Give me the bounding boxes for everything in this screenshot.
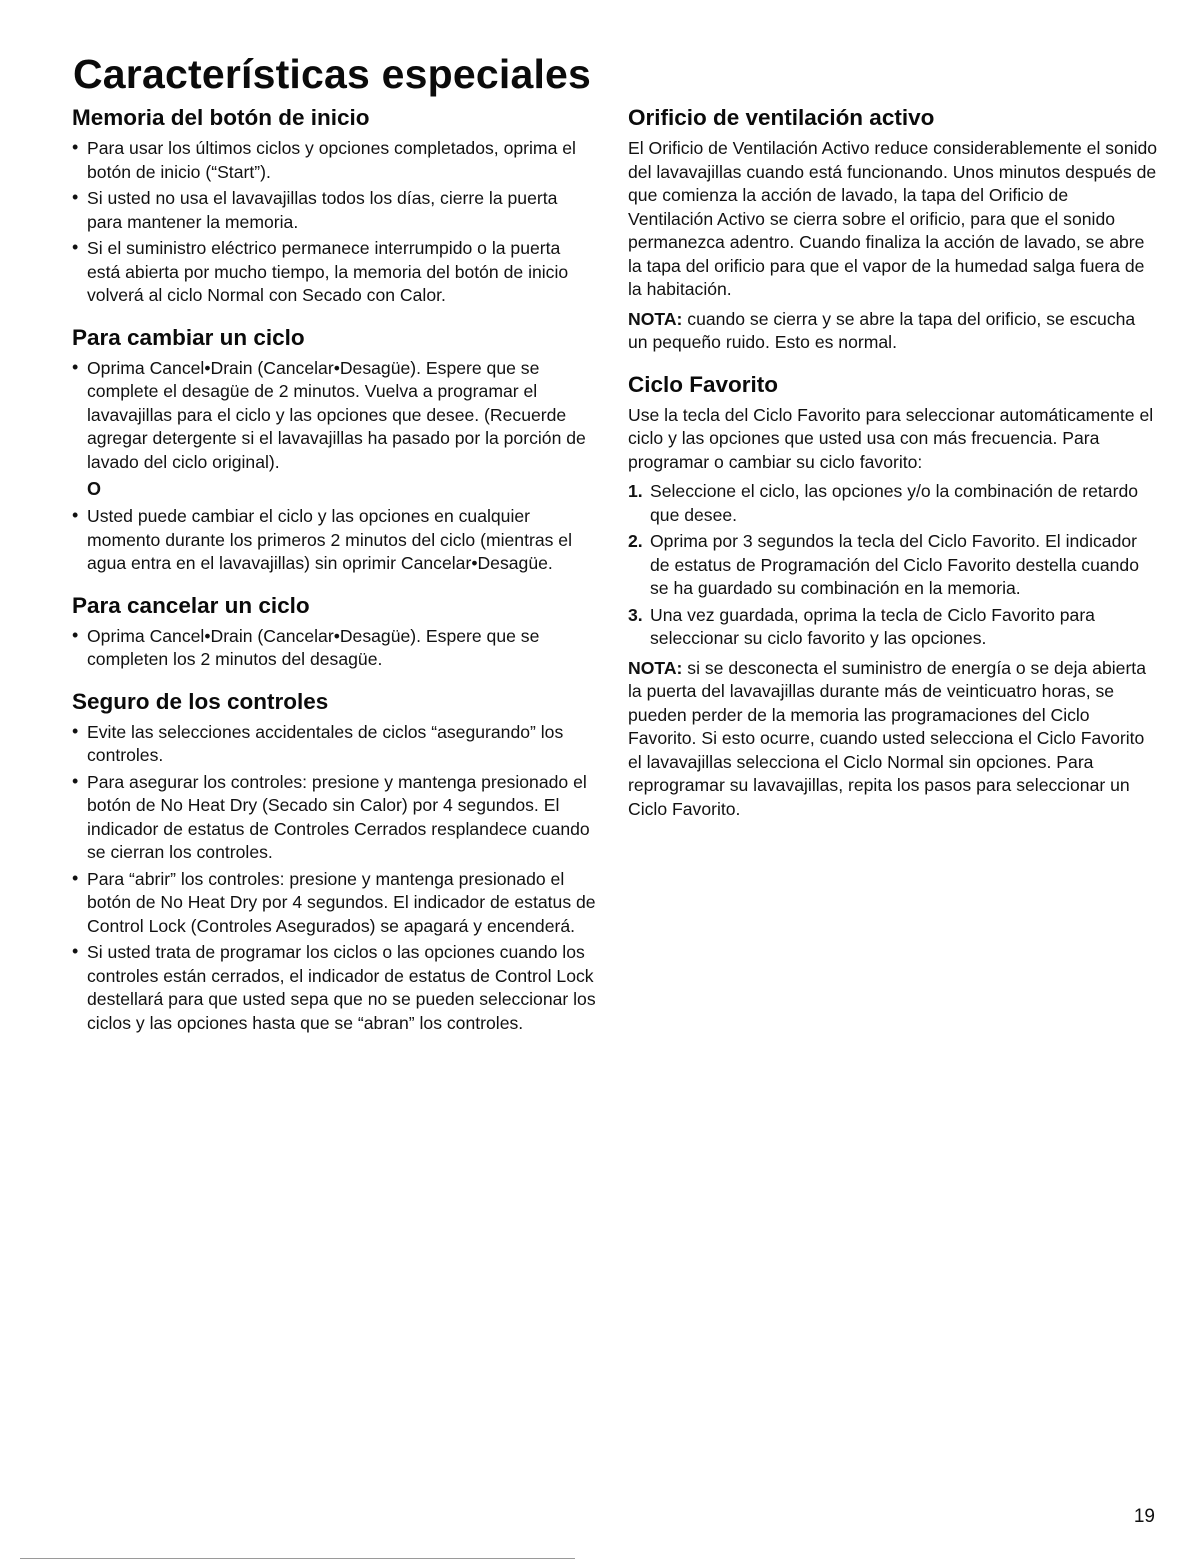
section-heading: Ciclo Favorito <box>628 371 779 397</box>
note-label: NOTA: <box>628 657 683 678</box>
step-item <box>628 530 1158 601</box>
note-label: NOTA: <box>628 308 683 329</box>
section-memoria <box>72 104 597 308</box>
step-item <box>628 604 1158 651</box>
body-paragraph: El Orificio de Ventilación Activo reduce considerablemente el sonido del lavavajillas cuando está funcionando. Unos minutos después de que comienza la acción de lavado, la tapa del Orificio de Ventilación Activo se cierra sobre el orificio, para que el sonido permanezca adentro. Cuando finaliza la acción de lavado, se abre la tapa del orificio para que el vapor de la humedad salga fuera de la habitación. <box>628 138 1158 299</box>
or-separator: O <box>87 479 102 499</box>
section-heading: Para cancelar un ciclo <box>72 592 310 618</box>
note-paragraph <box>628 657 1158 822</box>
note-paragraph <box>628 308 1158 355</box>
section-seguro <box>72 688 597 1036</box>
bullet-item: • Evite las selecciones accidentales de ciclos “asegurando” los controles. <box>72 721 597 768</box>
page-number: 19 <box>1133 1506 1155 1527</box>
bullet-item: • Oprima Cancel•Drain (Cancelar•Desagüe). Espere que se complete el desagüe de 2 minutos. Vuelva a programar el lavavajillas para el ciclo y las opciones que desee. (Recuerde agregar detergente si el lavavajillas ha pasado por la porción de lavado del ciclo original). <box>72 357 597 475</box>
bullet-item: • Si usted trata de programar los ciclos o las opciones cuando los controles están cerrados, el indicador de estatus de Control Lock destellará para que usted sepa que no se pueden seleccionar los ciclos y las opciones hasta que se “abran” los controles. <box>72 941 597 1035</box>
step-text: Seleccione el ciclo, las opciones y/o la combinación de retardo que desee. <box>650 481 1139 525</box>
bullet-list <box>72 137 597 308</box>
bullet-item: • Si usted no usa el lavavajillas todos los días, cierre la puerta para mantener la memoria. <box>72 187 597 234</box>
bullet-list <box>72 625 597 672</box>
bullet-list <box>72 721 597 1036</box>
intro-paragraph: Use la tecla del Ciclo Favorito para seleccionar automáticamente el ciclo y las opciones que usted usa con más frecuencia. Para programar o cambiar su ciclo favorito: <box>628 404 1154 472</box>
bullet-item: • Usted puede cambiar el ciclo y las opciones en cualquier momento durante los primeros 2 minutos del ciclo (mientras el agua entra en el lavavajillas) sin oprimir Cancelar•Desagüe. <box>72 505 597 576</box>
section-heading: Seguro de los controles <box>72 688 329 714</box>
bullet-item: • Para usar los últimos ciclos y opciones completados, oprima el botón de inicio (“Start”). <box>72 137 597 184</box>
bullet-item: • Si el suministro eléctrico permanece interrumpido o la puerta está abierta por mucho tiempo, la memoria del botón de inicio volverá al ciclo Normal con Secado con Calor. <box>72 237 597 308</box>
bullet-list <box>72 357 597 475</box>
steps-list <box>628 480 1158 651</box>
section-cambiar <box>72 324 597 576</box>
section-heading: Para cambiar un ciclo <box>72 324 305 350</box>
note-text: cuando se cierra y se abre la tapa del orificio, se escucha un pequeño ruido. Esto es normal. <box>628 308 1136 352</box>
step-number: 1. <box>628 481 643 501</box>
section-heading: Memoria del botón de inicio <box>72 105 370 130</box>
bullet-item: • Oprima Cancel•Drain (Cancelar•Desagüe). Espere que se completen los 2 minutos del desagüe. <box>72 625 597 672</box>
section-favorito <box>628 371 1158 822</box>
left-column <box>72 104 597 1051</box>
note-text: si se desconecta el suministro de energía o se deja abierta la puerta del lavavajillas durante más de veinticuatro horas, se pueden perder de la memoria las programaciones del Ciclo Favorito. Si esto ocurre, cuando usted selecciona el Ciclo Favorito el lavavajillas selecciona el Ciclo Normal sin opciones. Para reprogramar su lavavajillas, repita los pasos para seleccionar un Ciclo Favorito. <box>628 657 1146 819</box>
bullet-item: • Para asegurar los controles: presione y mantenga presionado el botón de No Heat Dry (Secado sin Calor) por 4 segundos. El indicador de estatus de Controles Cerrados resplandece cuando se cierran los controles. <box>72 771 597 865</box>
step-item <box>628 480 1158 527</box>
step-text: Una vez guardada, oprima la tecla de Ciclo Favorito para seleccionar su ciclo favorito y las opciones. <box>650 604 1095 648</box>
section-orificio <box>628 104 1158 355</box>
step-text: Oprima por 3 segundos la tecla del Ciclo Favorito. El indicador de estatus de Programación del Ciclo Favorito destella cuando se ha guardado su combinación en la memoria. <box>650 531 1139 598</box>
bullet-list <box>72 505 597 576</box>
step-number: 2. <box>628 531 643 551</box>
right-column <box>628 104 1158 837</box>
section-cancelar <box>72 592 597 672</box>
page-title: Características especiales <box>73 51 592 97</box>
step-number: 3. <box>628 604 643 625</box>
section-heading: Orificio de ventilación activo <box>628 105 935 130</box>
bullet-item: • Para “abrir” los controles: presione y mantenga presionado el botón de No Heat Dry por 4 segundos. El indicador de estatus de Control Lock (Controles Asegurados) se apagará y encenderá. <box>72 868 597 939</box>
bottom-rule <box>20 1558 575 1559</box>
